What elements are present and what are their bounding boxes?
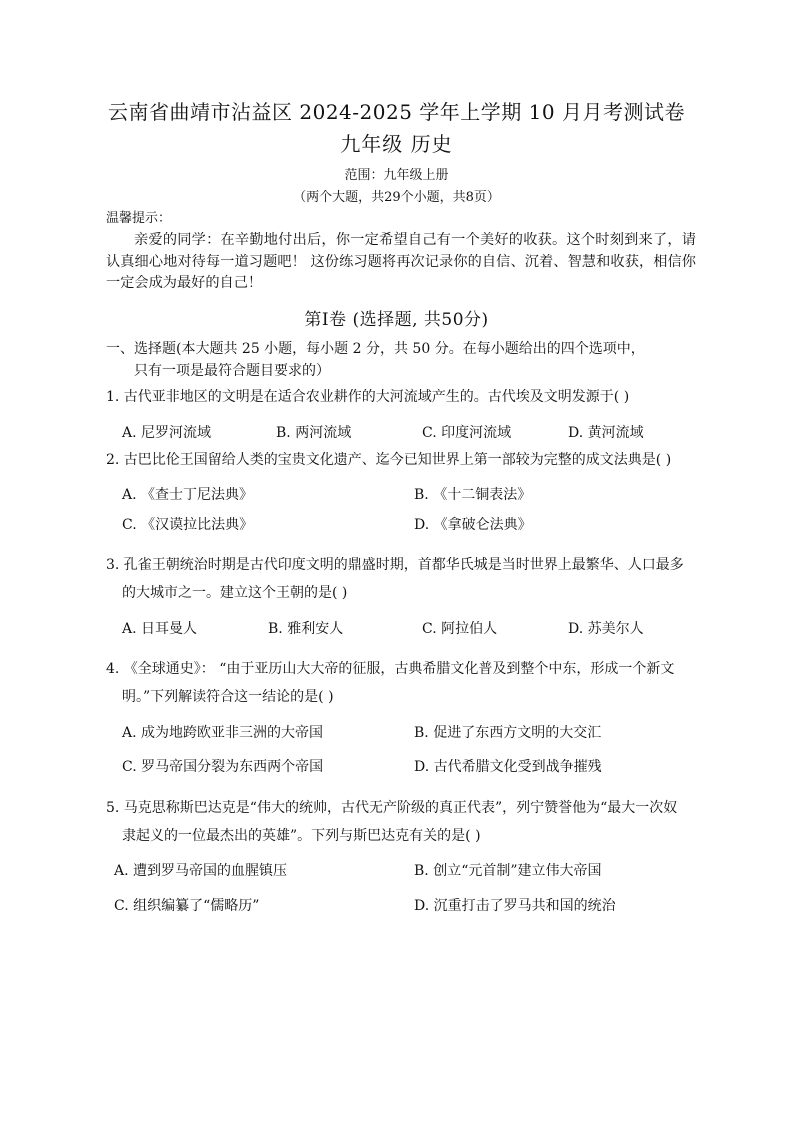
question-2-option-d: D. 《拿破仑法典》 bbox=[414, 517, 532, 533]
question-1-option-a: A. 尼罗河流域 bbox=[122, 425, 212, 441]
question-2-stem: 2. 古巴比伦王国留给人类的宝贵文化遗产、迄今已知世界上第一部较为完整的成文法典是( ) bbox=[106, 452, 672, 468]
question-1-option-d: D. 黄河流域 bbox=[568, 425, 644, 441]
question-1-option-c: C. 印度河流域 bbox=[422, 425, 512, 441]
section-instructions bbox=[106, 338, 706, 382]
tips-body: 亲爱的同学：在辛勤地付出后，你一定希望自己有一个美好的收获。这个时刻到来了，请认真细心地对待每一道习题吧！ 这份练习题将再次记录你的自信、沉着、智慧和收获，相信你一定会成为最好的自己！ bbox=[106, 232, 696, 291]
exam-title: 云南省曲靖市沾益区 2024-2025 学年上学期 10 月月考测试卷 bbox=[108, 100, 685, 124]
exam-count: （两个大题，共29个小题，共8页） bbox=[293, 190, 500, 205]
section-line-1: 一、选择题(本大题共 25 小题，每小题 2 分，共 50 分。在每小题给出的四个选项中， bbox=[106, 341, 645, 357]
question-4-option-a: A. 成为地跨欧亚非三洲的大帝国 bbox=[122, 725, 324, 741]
question-5-option-b: B. 创立“元首制”建立伟大帝国 bbox=[414, 863, 602, 879]
question-4-stem-line-1: 4. 《全球通史》： “由于亚历山大大帝的征服，古典希腊文化普及到整个中东，形成一个新文 bbox=[106, 661, 675, 677]
part-title: 第Ⅰ卷 (选择题, 共50分) bbox=[304, 310, 489, 330]
question-2-option-c: C. 《汉谟拉比法典》 bbox=[122, 517, 254, 533]
exam-scope: 范围：九年级上册 bbox=[344, 168, 449, 183]
question-3-stem-line-1: 3. 孔雀王朝统治时期是古代印度文明的鼎盛时期，首都华氏城是当时世界上最繁华、人口最多 bbox=[106, 557, 684, 573]
question-4-stem bbox=[106, 655, 706, 711]
question-3-option-a: A. 日耳曼人 bbox=[122, 621, 198, 637]
question-4-option-c: C. 罗马帝国分裂为东西两个帝国 bbox=[122, 759, 324, 775]
exam-subtitle: 九年级 历史 bbox=[340, 132, 453, 156]
question-2-option-a: A. 《查士丁尼法典》 bbox=[122, 487, 254, 503]
question-5-stem-line-1: 5. 马克思称斯巴达克是“伟大的统帅，古代无产阶级的真正代表”，列宁赞誉他为“最大一次奴 bbox=[106, 800, 678, 816]
question-3-stem-line-2: 的大城市之一。建立这个王朝的是( ) bbox=[122, 585, 348, 601]
question-3-stem bbox=[106, 551, 706, 607]
question-2-option-b: B. 《十二铜表法》 bbox=[414, 487, 532, 503]
question-4-option-b: B. 促进了东西方文明的大交汇 bbox=[414, 725, 602, 741]
question-5-option-a: A. 遭到罗马帝国的血腥镇压 bbox=[114, 863, 288, 879]
question-1-stem: 1. 古代亚非地区的文明是在适合农业耕作的大河流域产生的。古代埃及文明发源于( ) bbox=[106, 389, 630, 405]
question-4-stem-line-2: 明。”下列解读符合这一结论的是( ) bbox=[122, 689, 334, 705]
question-5-stem-line-2: 隶起义的一位最杰出的英雄”。下列与斯巴达克有关的是( ) bbox=[122, 828, 481, 844]
question-1-option-b: B. 两河流域 bbox=[276, 425, 352, 441]
question-5-option-c: C. 组织编纂了“儒略历” bbox=[114, 898, 260, 914]
question-3-option-d: D. 苏美尔人 bbox=[568, 621, 644, 637]
question-3-option-c: C. 阿拉伯人 bbox=[422, 621, 498, 637]
question-4-option-d: D. 古代希腊文化受到战争摧残 bbox=[414, 759, 602, 775]
question-5-stem bbox=[106, 794, 706, 850]
question-5-option-d: D. 沉重打击了罗马共和国的统治 bbox=[414, 898, 616, 914]
section-line-2: 只有一项是最符合题目要求的） bbox=[134, 363, 330, 379]
question-3-option-b: B. 雅利安人 bbox=[268, 621, 344, 637]
tips-title: 温馨提示： bbox=[106, 211, 172, 226]
